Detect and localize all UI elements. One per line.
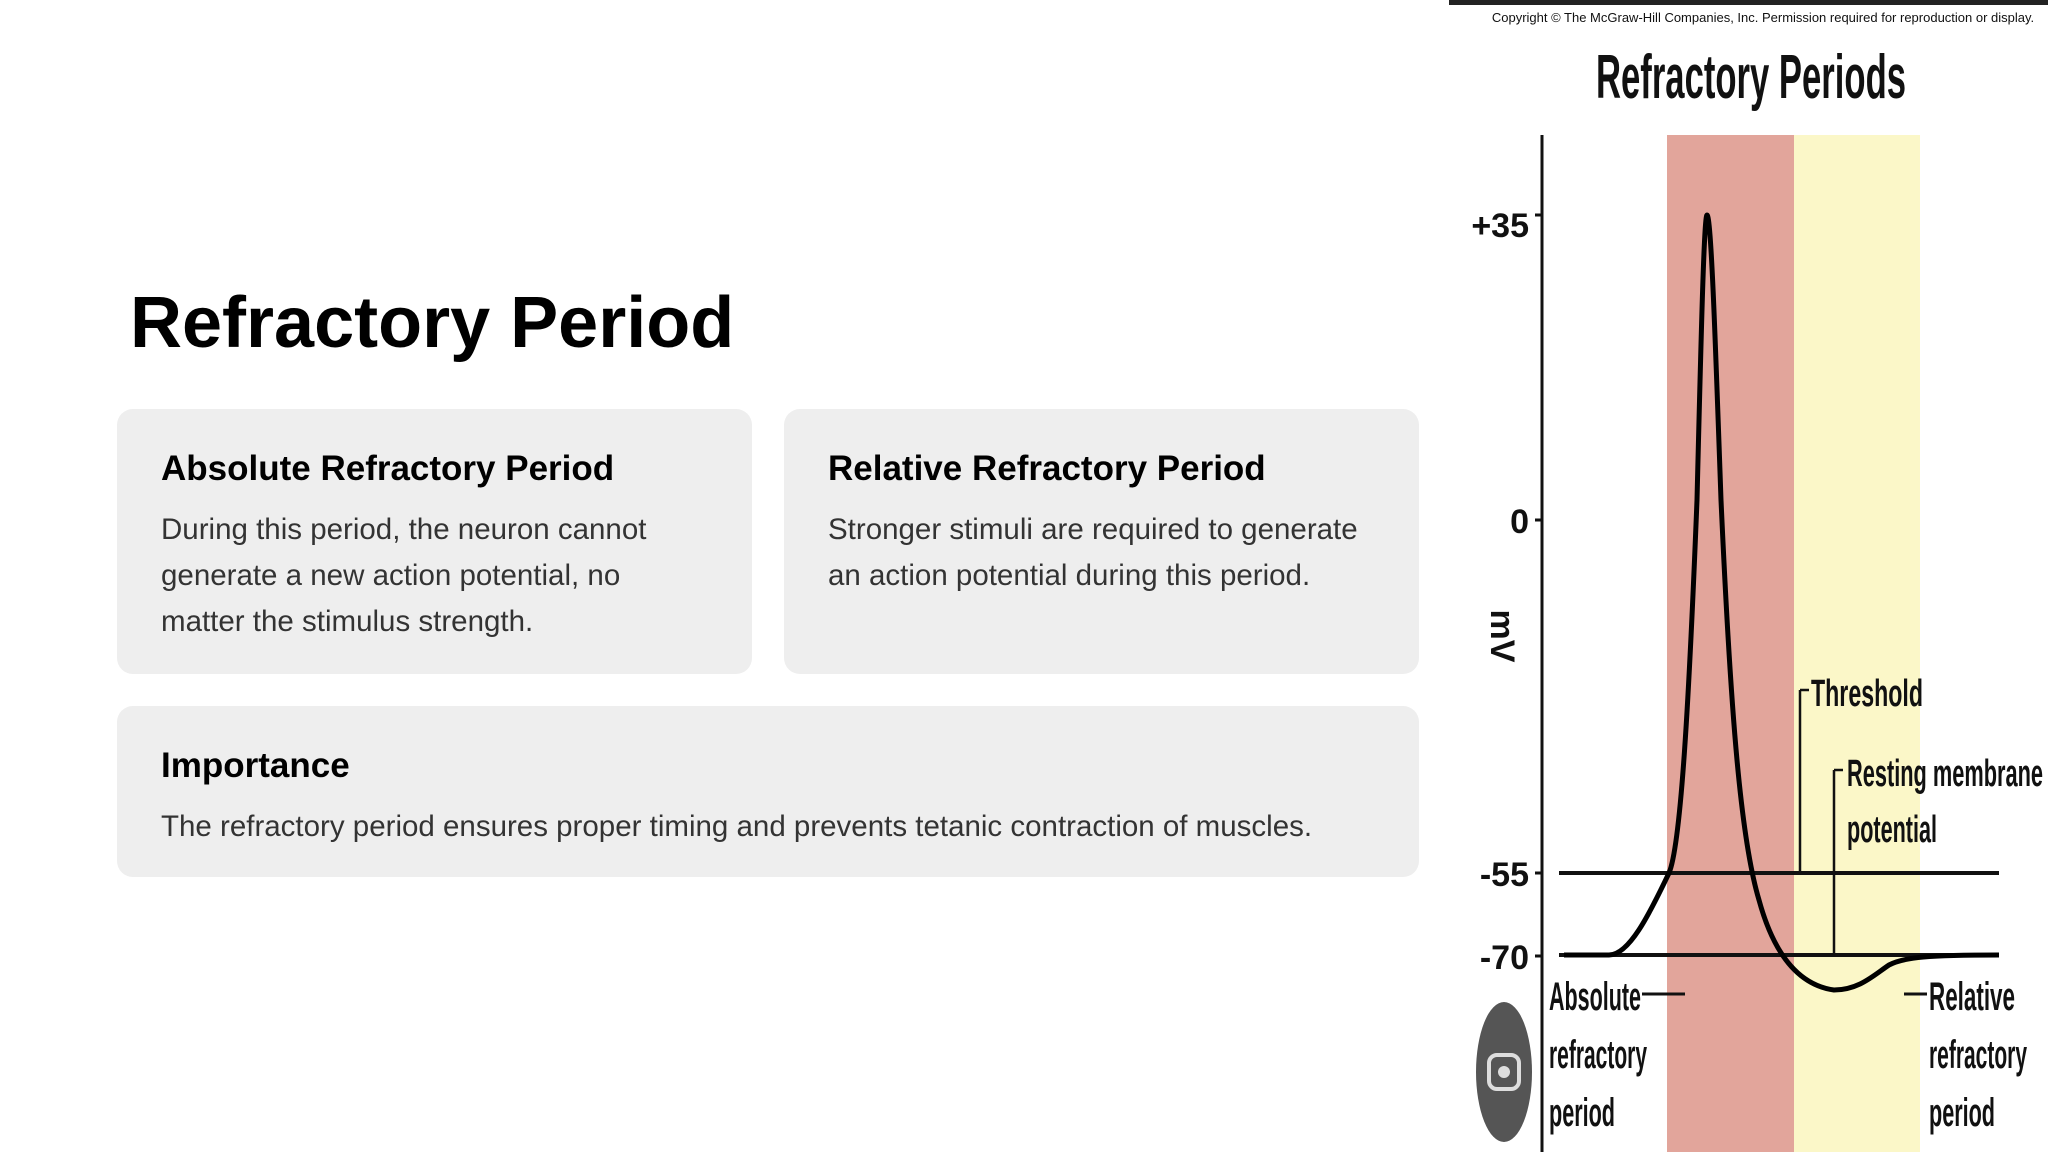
y-tick-label: 0 [1510,503,1529,541]
card-body: The refractory period ensures proper timing and prevents tetanic contraction of muscles. [161,810,1313,843]
absolute-label-line2: refractory [1549,1033,1648,1077]
slide-title: Refractory Period [130,283,735,363]
card-heading: Importance [161,746,350,785]
threshold-label: Threshold [1811,673,1923,715]
y-tick-label: -55 [1479,856,1529,894]
figure-copyright: Copyright © The McGraw-Hill Companies, Inc. Permission required for reproduction or display. [1491,10,2035,25]
card-relative-refractory [784,409,1419,674]
figure-title: Refractory Periods [1596,43,1906,112]
relative-label-line2: refractory [1929,1033,2028,1077]
figure-top-border [1449,0,2048,5]
card-absolute-refractory [117,409,752,674]
relative-refractory-band [1794,135,1920,1152]
y-tick-label: -70 [1479,939,1529,977]
card-body: Stronger stimuli are required to generate an action potential during this period. [828,513,1358,592]
relative-label-line3: period [1929,1091,1995,1135]
relative-label-line1: Relative [1929,975,2015,1019]
y-tick-label: +35 [1471,207,1529,245]
refractory-diagram [1449,0,2048,1152]
card-body: During this period, the neuron cannot generate a new action potential, no matter the stimulus strength. [161,513,647,638]
card-importance [117,706,1419,877]
refractory-periods-figure [1449,0,2048,1152]
absolute-label-line3: period [1549,1091,1615,1135]
lens-button[interactable] [1476,1002,1532,1142]
absolute-label-line1: Absolute [1549,975,1641,1019]
card-heading: Absolute Refractory Period [161,449,615,488]
card-heading: Relative Refractory Period [828,449,1266,488]
resting-label-line2: potential [1847,809,1937,851]
y-axis-label: mV [1483,609,1521,663]
resting-label-line1: Resting membrane [1847,753,2043,795]
